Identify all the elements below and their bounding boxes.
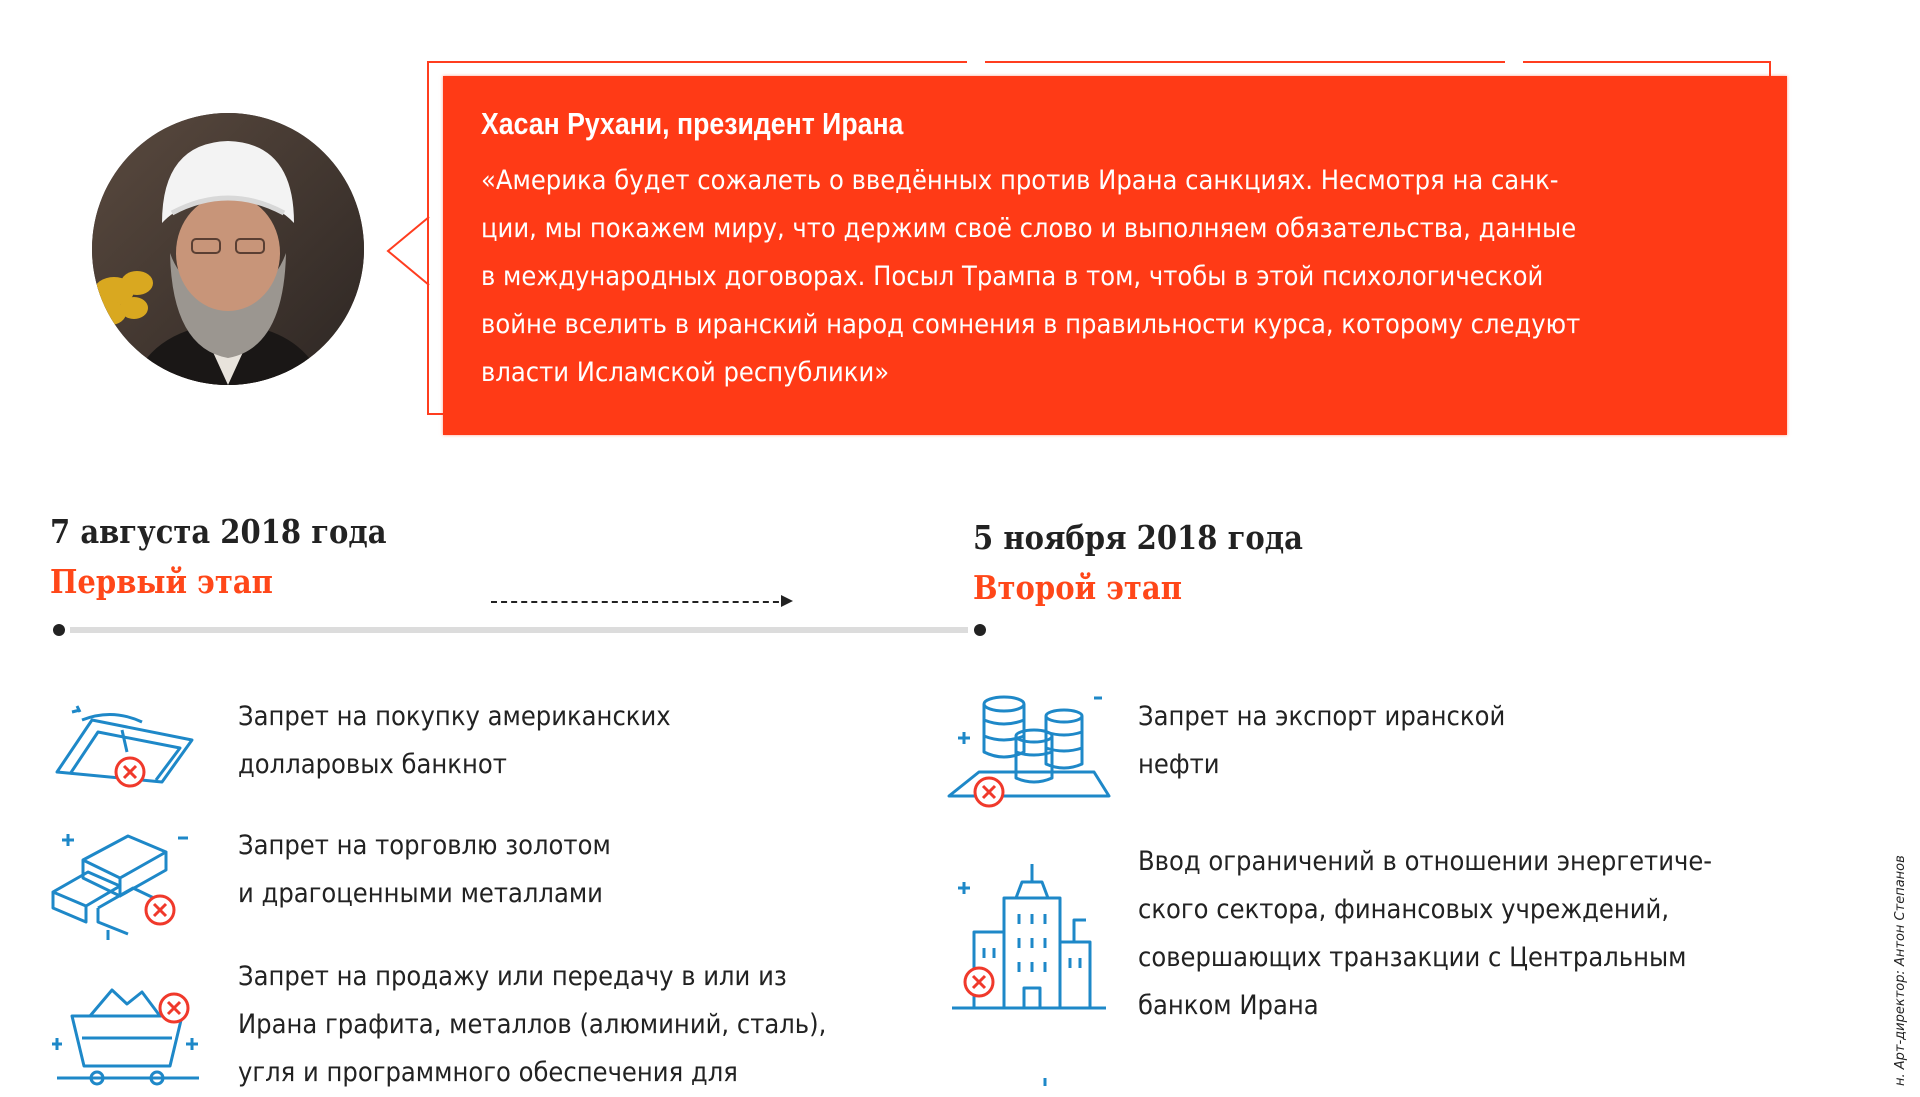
credit-text: [1888, 746, 1910, 1086]
item-line: совершающих транзакции с Центральным: [1138, 942, 1687, 973]
stage-1-item-2-text: [238, 822, 611, 918]
item-line: Запрет на торговлю золотом: [238, 830, 611, 861]
banknotes-cross-icon: [52, 700, 204, 792]
arrow-head-icon: [781, 595, 793, 607]
stage-1-label: Первый этап: [50, 562, 273, 601]
speech-pointer: [384, 215, 434, 287]
item-line: и драгоценными металлами: [238, 878, 603, 909]
item-line: нефти: [1138, 749, 1220, 780]
quote-line: власти Исламской республики»: [481, 357, 890, 388]
stage-2-date: 5 ноября 2018 года: [973, 518, 1303, 557]
quote-line: «Америка будет сожалеть о введённых против Ирана санкциях. Несмотря на санк-: [481, 165, 1559, 196]
item-line: Запрет на продажу или передачу в или из: [238, 961, 787, 992]
portrait-photo: [92, 113, 364, 385]
item-line: Запрет на экспорт иранской: [1138, 701, 1506, 732]
stage-2-item-2-text: [1138, 838, 1712, 1030]
stage-2-label: Второй этап: [973, 568, 1182, 607]
item-line: Запрет на покупку американских: [238, 701, 671, 732]
oil-barrels-cross-icon: [944, 692, 1114, 812]
quote-author: Хасан Рухани, президент Ирана: [481, 106, 904, 141]
buildings-cross-icon: [944, 862, 1114, 1022]
mine-cart-cross-icon: [52, 978, 204, 1086]
credit-label: н. Арт-директор: Антон Степанов: [1893, 855, 1908, 1086]
partial-icon: [1038, 1076, 1052, 1086]
item-line: угля и программного обеспечения для: [238, 1057, 738, 1088]
quote-line: в международных договорах. Посыл Трампа в том, чтобы в этой психологической: [481, 261, 1544, 292]
item-line: ского сектора, финансовых учреждений,: [1138, 894, 1670, 925]
timeline-dot-start: [53, 624, 65, 636]
timeline-arrow: [491, 601, 789, 607]
timeline-line: [70, 627, 968, 633]
quote-line: ции, мы покажем миру, что держим своё слово и выполняем обязательства, данные: [481, 213, 1577, 244]
timeline-dot-end: [974, 624, 986, 636]
quote-text: [481, 157, 1615, 397]
item-line: Ввод ограничений в отношении энергетиче-: [1138, 846, 1713, 877]
stage-2-item-1-text: [1138, 693, 1505, 789]
quote-line: войне вселить в иранский народ сомнения в правильности курса, которому следуют: [481, 309, 1581, 340]
gold-bars-cross-icon: [48, 822, 196, 942]
item-line: банком Ирана: [1138, 990, 1319, 1021]
item-line: Ирана графита, металлов (алюминий, сталь),: [238, 1009, 827, 1040]
item-line: долларовых банкнот: [238, 749, 507, 780]
stage-1-item-3-text: [238, 953, 826, 1097]
stage-1-date: 7 августа 2018 года: [50, 512, 387, 551]
stage-1-item-1-text: [238, 693, 671, 789]
